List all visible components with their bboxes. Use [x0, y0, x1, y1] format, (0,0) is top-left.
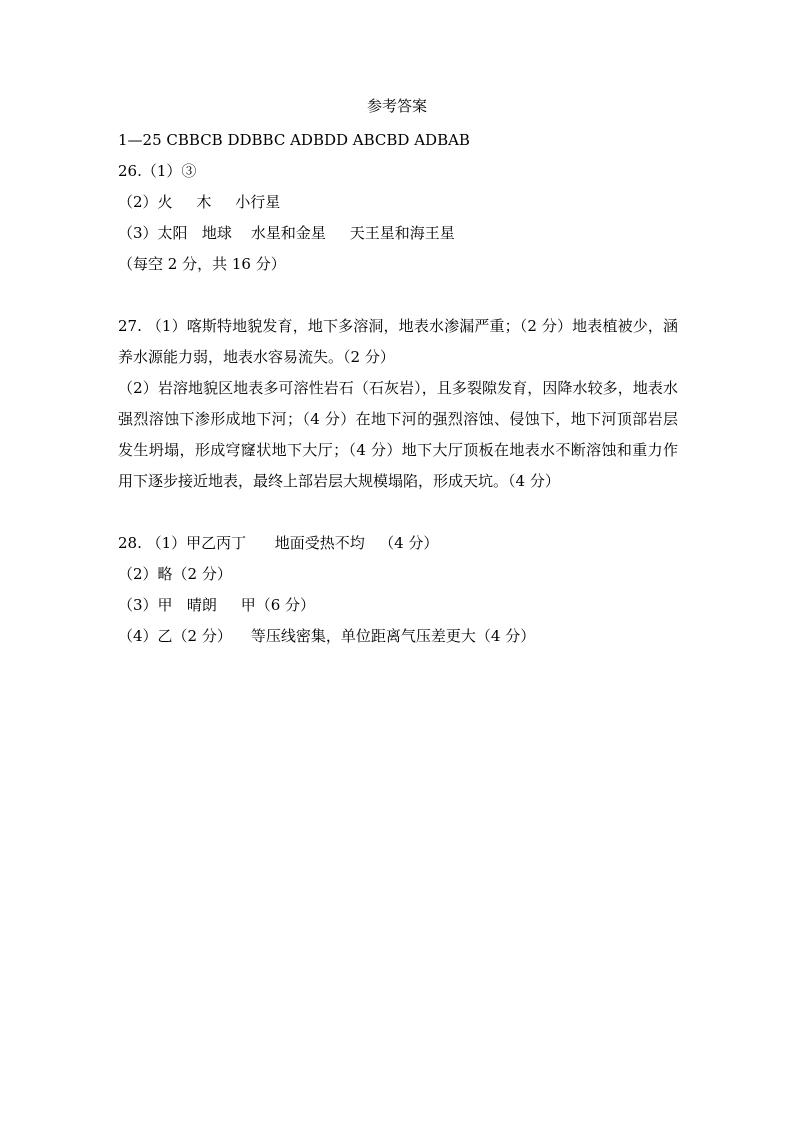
q28-line-1: 28. （1）甲乙丙丁 地面受热不均 （4 分）: [118, 534, 439, 552]
spacer: [118, 280, 678, 311]
q26-line-1: 26.（1）③: [118, 162, 197, 180]
q28-line-2: （2）略（2 分）: [118, 565, 232, 583]
q26-line-3: （3）太阳 地球 水星和金星 天王星和海王星: [118, 224, 455, 242]
q27-part-1: 27. （1）喀斯特地貌发育，地下多溶洞，地表水渗漏严重；（2 分）地表植被少，涵养水源能力弱，地表水容易流失。（2 分）: [118, 317, 678, 366]
spacer: [118, 497, 678, 528]
q26-line-2: （2）火 木 小行星: [118, 193, 281, 211]
q27-part-2: （2）岩溶地貌区地表多可溶性岩石（石灰岩），且多裂隙发育，因降水较多，地表水强烈溶蚀下渗形成地下河；（4 分）在地下河的强烈溶蚀、侵蚀下，地下河顶部岩层发生坍塌，形成穹窿状地下大厅；（4 分）地下大厅顶板在地表水不断溶蚀和重力作用下逐步接近地表，最终上部岩层大规模塌陷，形成天坑。（4 分）: [118, 379, 678, 490]
answer-content: [118, 125, 678, 652]
q26-line-4: （每空 2 分，共 16 分）: [118, 255, 286, 273]
multiple-choice-answers: 1—25 CBBCB DDBBC ADBDD ABCBD ADBAB: [118, 131, 470, 149]
q28-line-3: （3）甲 晴朗 甲（6 分）: [118, 596, 316, 614]
q28-line-4: （4）乙（2 分） 等压线密集，单位距离气压差更大（4 分）: [118, 627, 536, 645]
page-title: 参考答案: [366, 97, 427, 115]
